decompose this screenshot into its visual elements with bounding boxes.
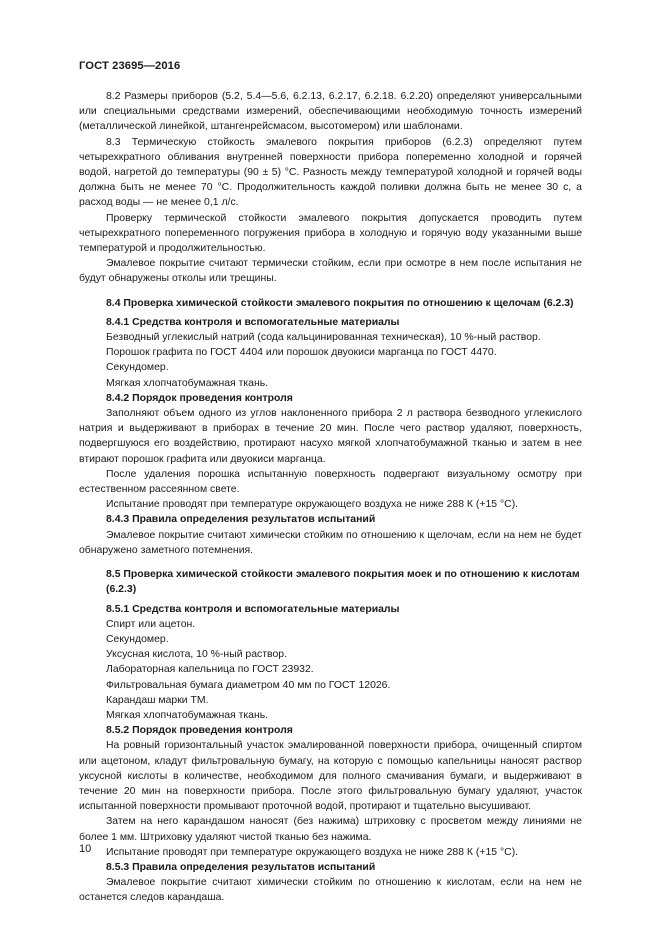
section-gap: [79, 558, 582, 567]
paragraph: Эмалевое покрытие считают химически стойким по отношению к кислотам, если на нем не останется следов карандаша.: [79, 877, 582, 904]
section-heading: 8.5.2 Порядок проведения контроля: [106, 725, 293, 737]
paragraph: Фильтровальная бумага диаметром 40 мм по ГОСТ 12026.: [106, 679, 391, 691]
paragraph: 8.3 Термическую стойкость эмалевого покрытия приборов (6.2.3) определяют путем четырехкратного обливания внутренней поверхности прибора попеременно холодной и горячей водой, нагретой до температуры (90 ± 5) °С. Разность между температурой холодной и горячей воды должна быть не менее 70 °С. Продолжительность каждой поливки должна быть не менее 30 с, а расход воды — не менее 0,1 л/с.: [79, 136, 582, 209]
section-heading: 8.4.3 Правила определения результатов испытаний: [106, 514, 376, 526]
paragraph: На ровный горизонтальный участок эмалированной поверхности прибора, очищенный спиртом или ацетоном, кладут фильтровальную бумагу, на которую с помощью капельницы наносят раствор уксусной кислоты в количестве, необходимом для полного смачивания бумаги, и выдерживают в течение 20 мин на поверхности прибора. После этого фильтровальную бумагу удаляют, участок испытанной поверхности промывают проточной водой, протирают и тщательно высушивают.: [79, 740, 582, 813]
section-heading: 8.5.1 Средства контроля и вспомогательные материалы: [106, 603, 400, 615]
paragraph: Карандаш марки ТМ.: [106, 694, 209, 706]
section-heading: 8.5 Проверка химической стойкости эмалевого покрытия моек и по отношению к кислотам (6.2.3): [106, 569, 580, 596]
section-heading: 8.5.3 Правила определения результатов испытаний: [106, 861, 376, 873]
paragraph: Эмалевое покрытие считают химически стойким по отношению к щелочам, если на нем не будет обнаружено заметного потемнения.: [79, 529, 582, 556]
document-header: ГОСТ 23695—2016: [79, 60, 181, 72]
paragraph: Спирт или ацетон.: [106, 618, 196, 630]
paragraph: Безводный углекислый натрий (сода кальцинированная техническая), 10 %-ный раствор.: [106, 332, 541, 344]
document-body: [79, 89, 582, 906]
section-heading: 8.4.1 Средства контроля и вспомогательные материалы: [106, 316, 400, 328]
paragraph: Секундомер.: [106, 633, 169, 645]
section-heading: 8.4.2 Порядок проведения контроля: [106, 392, 293, 404]
paragraph: Затем на него карандашом наносят (без нажима) штриховку с просветом между линиями не более 1 мм. Штриховку удаляют чистой тканью без нажима.: [79, 816, 582, 843]
paragraph: Эмалевое покрытие считают термически стойким, если при осмотре в нем после испытания не будут обнаружены отколы или трещины.: [79, 258, 582, 285]
paragraph: Мягкая хлопчатобумажная ткань.: [106, 377, 269, 389]
page-number: 10: [79, 843, 92, 855]
paragraph: Лабораторная капельница по ГОСТ 23932.: [106, 664, 314, 676]
paragraph: Мягкая хлопчатобумажная ткань.: [106, 709, 269, 721]
section-gap: [79, 287, 582, 296]
paragraph: Порошок графита по ГОСТ 4404 или порошок двуокиси марганца по ГОСТ 4470.: [106, 347, 497, 359]
paragraph: 8.2 Размеры приборов (5.2, 5.4—5.6, 6.2.13, 6.2.17, 6.2.18. 6.2.20) определяют универсальными или специальными средствами измерений, обеспечивающими необходимую точность измерений (металлической линейкой, штангенрейсмасом, высотомером) или шаблонами.: [79, 91, 582, 133]
paragraph: Испытание проводят при температуре окружающего воздуха не ниже 288 К (+15 °С).: [106, 499, 519, 511]
paragraph: Уксусная кислота, 10 %-ный раствор.: [106, 649, 287, 661]
paragraph: Проверку термической стойкости эмалевого покрытия допускается проводить путем четырехкратного попеременного погружения прибора в холодную и горячую воду указанными выше температурой и продолжительностью.: [79, 212, 582, 255]
paragraph: Секундомер.: [106, 362, 169, 374]
section-heading: 8.4 Проверка химической стойкости эмалевого покрытия по отношению к щелочам (6.2.3): [106, 297, 574, 309]
paragraph: Испытание проводят при температуре окружающего воздуха не ниже 288 К (+15 °С).: [106, 846, 519, 858]
paragraph: Заполняют объем одного из углов наклоненного прибора 2 л раствора безводного углекислого натрия и выдерживают в приборах в течение 20 мин. После чего раствор удаляют, поверхность, подвергшуюся его воздействию, протирают насухо мягкой хлопчатобумажной тканью и затем в нее втирают порошок графита или двуокиси марганца.: [79, 408, 582, 465]
paragraph: После удаления порошка испытанную поверхность подвергают визуальному осмотру при естественном рассеянном свете.: [79, 468, 582, 496]
